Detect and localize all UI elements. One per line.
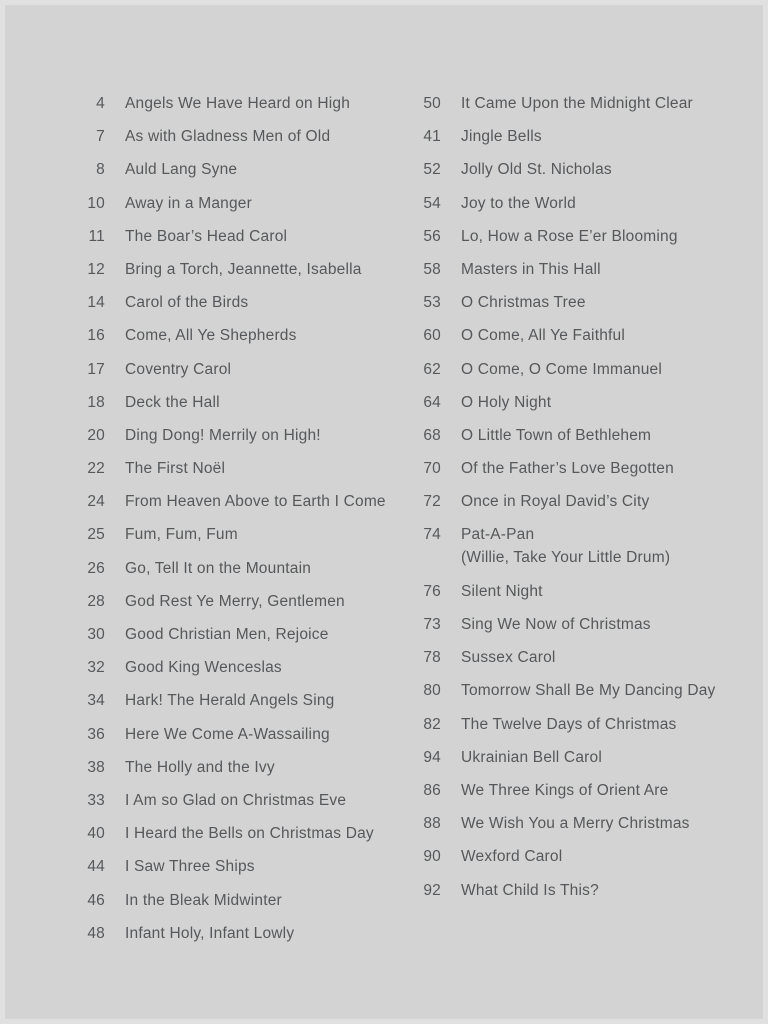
toc-entry [60, 855, 405, 888]
page-number: 78 [423, 649, 441, 667]
toc-entry [60, 158, 405, 191]
song-title-group [125, 92, 350, 115]
toc-entry [396, 490, 756, 523]
page-number: 18 [87, 393, 105, 411]
toc-entry [396, 812, 756, 845]
page-number: 68 [423, 426, 441, 444]
page-number: 92 [423, 881, 441, 899]
toc-entry [396, 713, 756, 746]
song-title: We Wish You a Merry Christmas [461, 815, 690, 833]
toc-entry [396, 746, 756, 779]
song-title: Angels We Have Heard on High [125, 95, 351, 112]
song-title-group [125, 291, 248, 314]
song-title: Pat-A-Pan [461, 526, 535, 544]
toc-entry [60, 822, 405, 855]
song-title: Infant Holy, Infant Lowly [125, 924, 295, 942]
song-title: O Little Town of Bethlehem [461, 426, 652, 444]
song-title-group [461, 679, 716, 702]
page-number: 64 [423, 393, 441, 411]
song-title: Here We Come A-Wassailing [125, 725, 330, 743]
page-number: 32 [87, 659, 105, 677]
song-title-group [125, 822, 374, 845]
page-number: 34 [87, 692, 105, 710]
toc-entry [396, 225, 756, 258]
song-title-group [125, 125, 330, 148]
song-title-group [461, 391, 551, 414]
page-number: 30 [87, 626, 105, 643]
page-number: 48 [87, 924, 105, 942]
song-title: Silent Night [461, 582, 543, 600]
toc-entry [396, 523, 756, 579]
song-title: Tomorrow Shall Be My Dancing Day [461, 682, 716, 700]
song-title: O Christmas Tree [461, 294, 586, 312]
toc-entry [60, 424, 405, 457]
toc-entry [60, 490, 405, 523]
page-number: 72 [423, 493, 441, 511]
song-title-group [125, 756, 275, 779]
song-title-group [125, 855, 255, 878]
song-title-group [125, 358, 231, 381]
toc-entry [396, 457, 756, 490]
song-title-group [461, 646, 556, 669]
page-number: 40 [87, 825, 105, 843]
song-subtitle: (Willie, Take Your Little Drum) [461, 549, 671, 567]
page-number: 56 [423, 227, 441, 245]
song-title-group [125, 557, 311, 580]
page-number: 22 [87, 460, 105, 478]
song-title: What Child Is This? [461, 881, 599, 899]
toc-entry [60, 922, 405, 955]
page-number: 54 [423, 194, 441, 212]
page-number: 38 [87, 758, 105, 776]
page-number: 88 [423, 815, 441, 833]
toc-entry [60, 125, 405, 158]
toc-entry [396, 845, 756, 878]
song-title: Come, All Ye Shepherds [125, 327, 297, 345]
song-title: As with Gladness Men of Old [125, 128, 331, 146]
page-number: 16 [87, 327, 105, 345]
toc-entry [60, 192, 405, 225]
page-number: 76 [423, 582, 441, 600]
song-title-group [461, 192, 576, 215]
song-title: Carol of the Birds [125, 294, 249, 312]
song-title-group [461, 158, 612, 181]
song-title-group [125, 490, 386, 513]
song-title-group [125, 225, 287, 248]
song-title: Hark! The Herald Angels Sing [125, 692, 335, 710]
page-number: 24 [87, 493, 105, 511]
toc-entry [396, 291, 756, 324]
toc-entry [60, 689, 405, 722]
song-title: Ding Dong! Merrily on High! [125, 426, 321, 444]
page-number: 7 [96, 128, 105, 146]
toc-entry [396, 92, 756, 125]
toc-entry [60, 457, 405, 490]
toc-entry [60, 723, 405, 756]
page-number: 11 [88, 227, 105, 245]
song-title-group [461, 812, 690, 835]
song-title: Of the Father’s Love Begotten [461, 460, 674, 478]
page-number: 26 [87, 559, 105, 577]
song-title: Lo, How a Rose E’er Blooming [461, 227, 678, 245]
song-title: It Came Upon the Midnight Clear [461, 95, 693, 112]
song-title: Masters in This Hall [461, 260, 601, 278]
page-number: 82 [423, 715, 441, 733]
toc-entry [60, 756, 405, 789]
song-title: I Heard the Bells on Christmas Day [125, 825, 374, 843]
song-title-group [125, 590, 345, 613]
song-title: Sussex Carol [461, 649, 556, 667]
song-title: The First Noël [125, 460, 226, 478]
song-title: Fum, Fum, Fum [125, 526, 238, 544]
song-title-group [125, 391, 220, 414]
song-title: Jingle Bells [461, 128, 542, 146]
song-title-group [125, 723, 330, 746]
song-title: Deck the Hall [125, 393, 220, 411]
song-title: The Twelve Days of Christmas [461, 715, 677, 733]
page-number: 70 [423, 460, 441, 478]
page-number: 25 [87, 526, 105, 544]
page-number: 52 [423, 161, 441, 179]
song-title-group [461, 746, 602, 769]
page-number: 41 [423, 128, 441, 146]
toc-entry [60, 324, 405, 357]
toc-entry [396, 324, 756, 357]
song-title-group [125, 922, 294, 945]
toc-entry [60, 623, 405, 656]
toc-entry [396, 679, 756, 712]
page-number: 46 [87, 891, 105, 909]
song-title: Away in a Manger [125, 194, 252, 212]
song-title-group [461, 92, 693, 115]
page-number: 28 [87, 592, 105, 610]
toc-entry [60, 391, 405, 424]
toc-entry [396, 580, 756, 613]
song-title: The Holly and the Ivy [125, 758, 275, 776]
toc-entry [60, 789, 405, 822]
song-title: Joy to the World [461, 194, 576, 212]
song-title: Once in Royal David’s City [461, 493, 650, 511]
toc-entry [396, 646, 756, 679]
page-number: 10 [87, 194, 105, 212]
toc-column-left [60, 92, 405, 955]
page-number: 4 [96, 95, 105, 112]
song-title-group [461, 779, 669, 802]
song-title-group [461, 258, 601, 281]
toc-entry [396, 391, 756, 424]
song-title-group [125, 623, 329, 646]
page-number: 90 [423, 848, 441, 866]
song-title-group [461, 291, 586, 314]
song-title: Sing We Now of Christmas [461, 616, 651, 634]
song-title-group [461, 125, 542, 148]
toc-entry [396, 424, 756, 457]
song-title-group [125, 324, 297, 347]
toc-entry [60, 258, 405, 291]
song-title-group [461, 523, 670, 569]
song-title: O Come, All Ye Faithful [461, 327, 625, 345]
song-title-group [461, 580, 543, 603]
song-title-group [461, 613, 651, 636]
song-title: O Come, O Come Immanuel [461, 360, 662, 378]
page-number: 50 [423, 95, 441, 112]
page-number: 94 [423, 748, 441, 766]
song-title-group [461, 358, 662, 381]
page-number: 17 [87, 360, 105, 378]
song-title-group [125, 656, 282, 679]
page-number: 58 [423, 260, 441, 278]
toc-entry [396, 158, 756, 191]
song-title-group [461, 225, 678, 248]
page-number: 14 [87, 294, 105, 312]
song-title: We Three Kings of Orient Are [461, 781, 669, 799]
song-title: God Rest Ye Merry, Gentlemen [125, 592, 345, 610]
page-number: 44 [87, 858, 105, 876]
song-title-group [125, 258, 362, 281]
page-number: 86 [423, 781, 441, 799]
song-title: O Holy Night [461, 393, 552, 411]
song-title: Wexford Carol [461, 848, 563, 866]
page-number: 12 [87, 260, 105, 278]
page-number: 33 [87, 791, 105, 809]
song-title-group [461, 713, 677, 736]
toc-entry [60, 358, 405, 391]
toc-entry [396, 358, 756, 391]
song-title: Auld Lang Syne [125, 161, 238, 179]
song-title: Go, Tell It on the Mountain [125, 559, 312, 577]
toc-entry [60, 590, 405, 623]
toc-entry [396, 125, 756, 158]
song-title-group [125, 424, 321, 447]
song-title-group [125, 889, 282, 912]
song-title-group [461, 879, 599, 902]
song-title-group [461, 845, 562, 868]
toc-entry [60, 92, 405, 125]
song-title: From Heaven Above to Earth I Come [125, 493, 386, 511]
song-title: Coventry Carol [125, 360, 232, 378]
toc-entry [396, 258, 756, 291]
song-title: In the Bleak Midwinter [125, 891, 282, 909]
song-title-group [125, 789, 346, 812]
toc-entry [396, 613, 756, 646]
page-number: 20 [87, 426, 105, 444]
toc-entry [396, 879, 756, 912]
song-title: Good Christian Men, Rejoice [125, 626, 329, 643]
page-number: 80 [423, 682, 441, 700]
toc-entry [60, 523, 405, 556]
page-number: 62 [423, 360, 441, 378]
toc-entry [396, 192, 756, 225]
page-number: 53 [423, 294, 441, 312]
toc-entry [60, 291, 405, 324]
song-title-group [125, 192, 252, 215]
toc-entry [60, 656, 405, 689]
page-number: 8 [96, 161, 105, 179]
page-number: 73 [423, 616, 441, 634]
toc-entry [396, 779, 756, 812]
toc-entry [60, 225, 405, 258]
song-title-group [461, 424, 651, 447]
page-number: 36 [87, 725, 105, 743]
page-number: 60 [423, 327, 441, 345]
song-title: The Boar’s Head Carol [125, 227, 288, 245]
song-title-group [125, 457, 225, 480]
song-title: I Am so Glad on Christmas Eve [125, 791, 347, 809]
toc-column-right [396, 92, 756, 912]
song-title: Ukrainian Bell Carol [461, 748, 602, 766]
song-title-group [125, 523, 238, 546]
toc-entry [60, 557, 405, 590]
song-title: Good King Wenceslas [125, 659, 282, 677]
song-title: I Saw Three Ships [125, 858, 255, 876]
song-title: Bring a Torch, Jeannette, Isabella [125, 260, 362, 278]
song-title-group [461, 324, 625, 347]
song-title-group [461, 490, 649, 513]
song-title-group [461, 457, 674, 480]
song-title-group [125, 689, 335, 712]
song-title-group [125, 158, 237, 181]
toc-entry [60, 889, 405, 922]
page-number: 74 [423, 526, 441, 544]
song-title: Jolly Old St. Nicholas [461, 161, 612, 179]
